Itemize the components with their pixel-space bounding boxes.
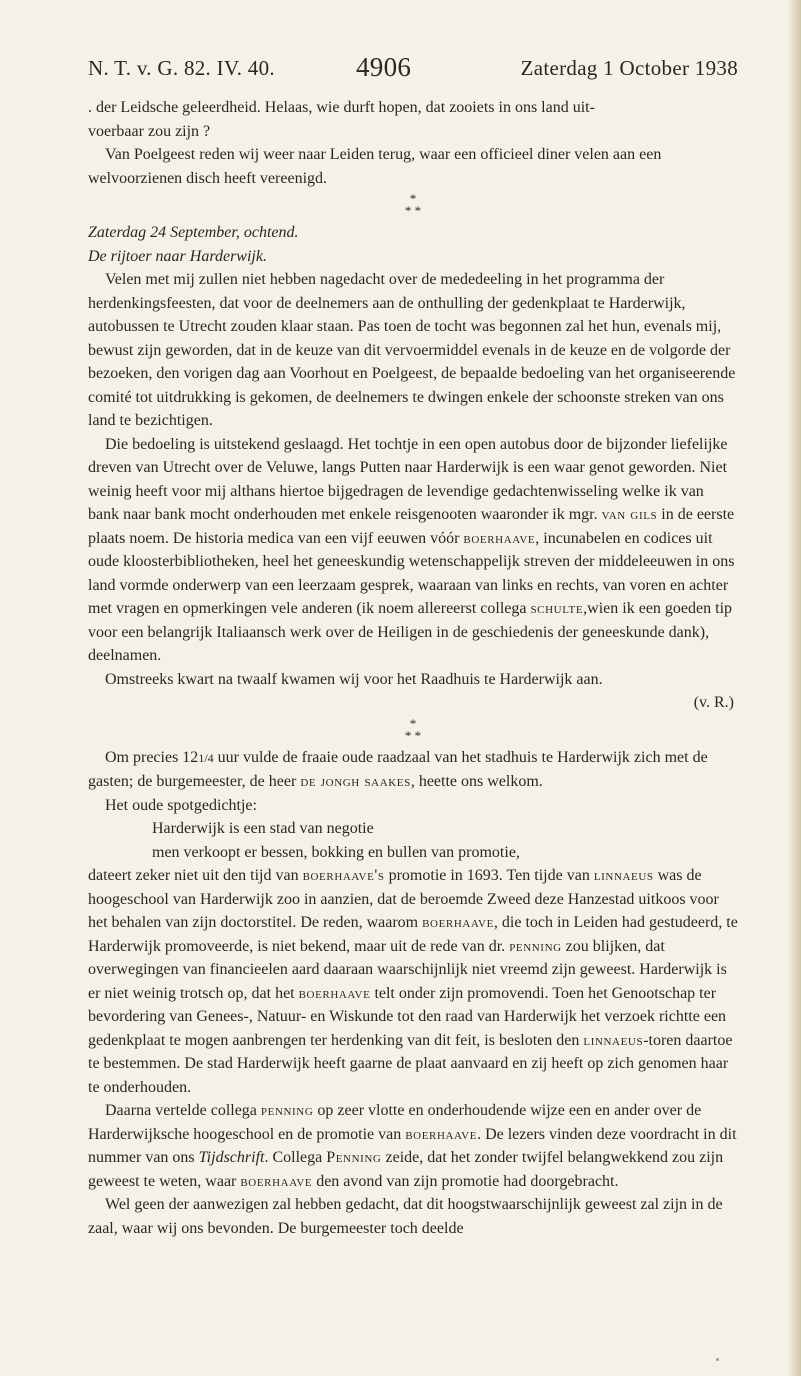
poem-quote bbox=[88, 817, 738, 864]
paragraph: Wel geen der aanwezigen zal hebben gedacht, dat dit hoogstwaarschijnlijk geweest zal zijn in de zaal, waar wij ons bevonden. De burgemeester toch deelde bbox=[88, 1196, 723, 1237]
paragraph: Velen met mij zullen niet hebben nagedacht over de mededeeling in het programma der herdenkingsfeesten, dat voor de deelnemers aan de onthulling der gedenkplaat te Harderwijk, autobussen te Utrecht zouden klaar staan. Pas toen de tocht was begonnen zal het hun, evenals mij, bewust zijn geworden, dat in de keuze van dit vervoermiddel evenals in de keuze en de volgorde der bezoeken, den vorigen dag aan Voorhout en Poelgeest, de bepaalde bedoeling van het organiseerende comité tot uitdrukking is gekomen, de deelnemers te dwingen enkele der schoonste streken van ons land te bezichtigen. bbox=[88, 271, 736, 429]
ink-speck bbox=[716, 1358, 719, 1361]
person-name: linnaeus bbox=[583, 1031, 644, 1049]
running-header bbox=[88, 52, 738, 86]
paragraph: Het oude spotgedichtje: bbox=[105, 796, 257, 814]
journal-reference: N. T. v. G. 82. IV. 40. bbox=[88, 56, 275, 80]
page-edge-shadow bbox=[787, 0, 801, 1376]
section-heading-title: De rijtoer naar Harderwijk. bbox=[88, 247, 267, 265]
fraction: 1/4 bbox=[198, 750, 214, 765]
paragraph: Die bedoeling is uitstekend geslaagd. Het tochtje in een open autobus door de bijzonder liefelijke dreven van Utrecht over de Veluwe, langs Putten naar Harderwijk is een waar genot geworden. Niet weinig heeft voor mij althans hiertoe bijgedragen de levendige gedachtenwisseling welke ik van bank naar bank mocht onderhouden met enkele reisgenooten waaronder ik mgr. van gils in de eerste plaats noem. De historia medica van een vijf eeuwen vóór boerhaave, incunabelen en codices uit oude kloosterbibliotheken, heel het geneeskundig wetenschappelijk streven der middeleeuwen in ons land vormde onderwerp van een leerzaam gesprek, waaraan van links en rechts, van voren en achter met vragen en opmerkingen vele anderen (ik noem allereerst collega schulte,wien ik een goeden tip voor een belangrijk Italiaansch werk over de Heiligen in de geschiedenis der geneeskunde dank), deelnamen. bbox=[88, 435, 735, 664]
paragraph: Omstreeks kwart na twaalf kwamen wij voor het Raadhuis te Harderwijk aan. bbox=[105, 670, 603, 688]
person-name: boerhaave's bbox=[302, 867, 385, 884]
paragraph: Van Poelgeest reden wij weer naar Leiden terug, waar een officieel diner velen aan een welvoorzienen disch heeft vereenigd. bbox=[88, 146, 662, 187]
person-name: schulte bbox=[530, 600, 584, 617]
journal-title: Tijdschrift bbox=[198, 1149, 265, 1166]
paragraph: dateert zeker niet uit den tijd van boerhaave's promotie in 1693. Ten tijde van linnaeus was de hoogeschool van Harderwijk zoo in aanzien, dat de beroemde Zweed deze Hanzestad uitkoos voor het behalen van zijn doctorstitel. De reden, waarom boerhaave, die toch in Leiden had gestudeerd, te Harderwijk promoveerde, is niet bekend, maar uit de rede van dr. penning zou blijken, dat overwegingen van financieelen aard daaraan waarschijnlijk niet vreemd zijn geweest. Harderwijk is er niet weinig trotsch op, dat het boerhaave telt onder zijn promovendi. Toen het Genootschap ter bevordering van Genees-, Natuur- en Wiskunde tot den raad van Harderwijk het verzoek richtte een gedenkplaat te mogen aanbrengen ter herdenking van dit feit, is besloten den linnaeus-toren daartoe te bestemmen. De stad Harderwijk heeft gaarne de plaat aanvaard en zij heeft op zich genomen haar te onderhouden. bbox=[88, 867, 738, 1096]
person-name: boerhaave bbox=[298, 984, 371, 1002]
person-name: boerhaave bbox=[463, 529, 536, 547]
person-name: penning bbox=[509, 937, 562, 955]
person-name: penning bbox=[260, 1102, 314, 1119]
page-number: 4906 bbox=[356, 52, 412, 82]
person-name: boerhaave bbox=[405, 1125, 478, 1143]
person-name: Penning bbox=[326, 1149, 382, 1166]
paragraph: Daarna vertelde collega penning op zeer vlotte en onderhoudende wijze een en ander over de Harderwijksche hoogeschool en de promotie van boerhaave. De lezers vinden deze voordracht in dit nummer van ons Tijdschrift. Collega Penning zeide, dat het zonder twijfel belangwekkend zou zijn geweest te weten, waar boerhaave den avond van zijn promotie had doorgebracht. bbox=[88, 1102, 737, 1190]
section-divider: * * * bbox=[404, 715, 422, 743]
poem-line: men verkoopt er bessen, bokking en bullen van promotie, bbox=[152, 843, 520, 861]
person-name: boerhaave bbox=[240, 1172, 313, 1190]
body-text bbox=[88, 96, 738, 1240]
section-divider: * * * bbox=[404, 191, 422, 218]
section-heading-date: Zaterdag 24 September, ochtend. bbox=[88, 224, 299, 241]
poem-line: Harderwijk is een stad van negotie bbox=[152, 820, 374, 837]
person-name: boerhaave bbox=[422, 914, 494, 931]
person-name: linnaeus bbox=[593, 867, 654, 884]
author-initials: (v. R.) bbox=[693, 694, 734, 711]
paragraph: Om precies 121/4 uur vulde de fraaie oude raadzaal van het stadhuis te Harderwijk zich met de gasten; de burgemeester, de heer de jongh saakes, heette ons welkom. bbox=[88, 748, 708, 790]
paragraph-continuation: . der Leidsche geleerdheid. Helaas, wie durft hopen, dat zooiets in ons land uit- voerbaar zou zijn ? bbox=[88, 99, 595, 140]
person-name: de jongh saakes bbox=[300, 773, 411, 790]
person-name: van gils bbox=[601, 506, 658, 523]
issue-date: Zaterdag 1 October 1938 bbox=[520, 56, 738, 80]
